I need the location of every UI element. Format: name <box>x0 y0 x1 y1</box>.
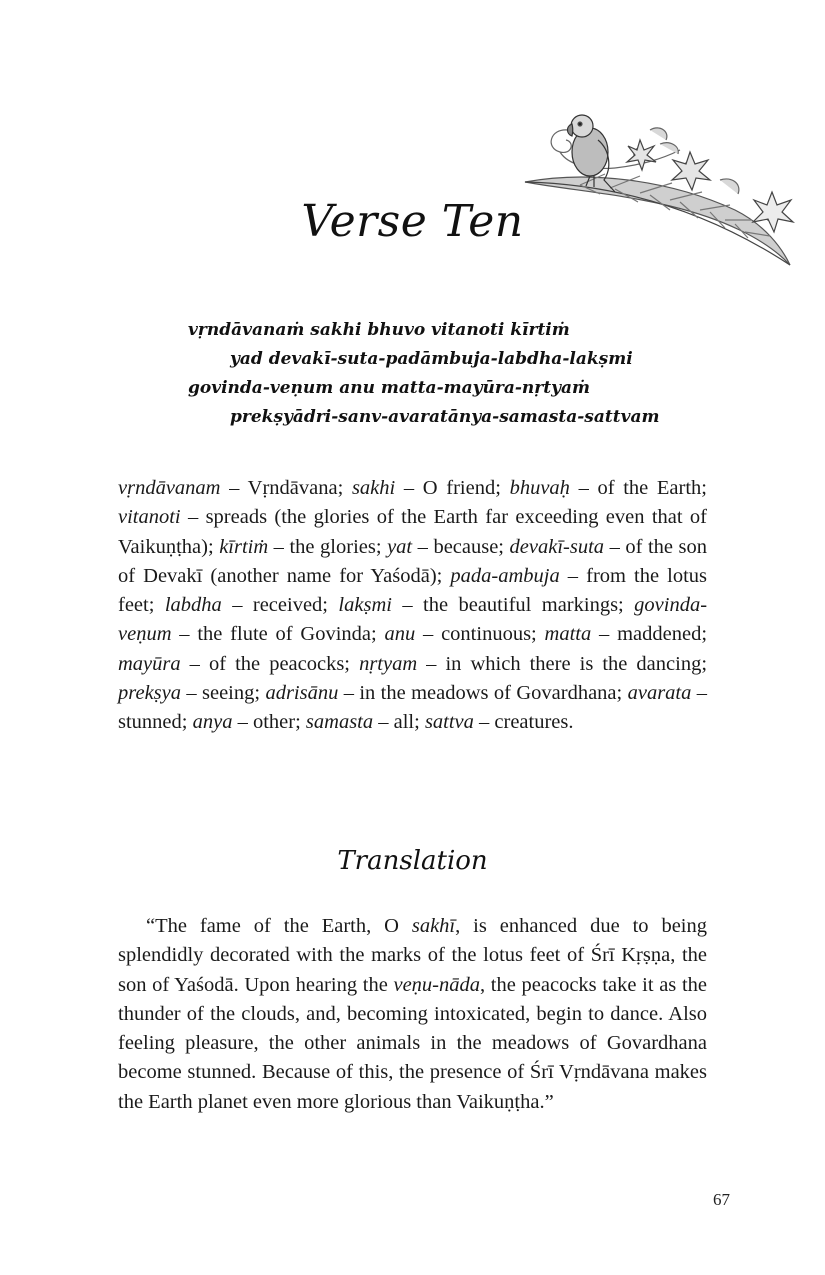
synonym-term: govinda-veṇum <box>118 594 708 646</box>
translation-text: , is enhanced due to being splendidly decorated with the marks of the lotus feet of Śrī Kṛṣṇa, the son of Yaśodā. Upon hearing the <box>118 915 707 996</box>
synonym-meaning: because; <box>433 535 505 558</box>
synonym-meaning: of the Earth; <box>597 477 708 499</box>
synonym-entry: pada-ambuja – from the lotus feet; <box>118 564 708 617</box>
synonym-term: prekṣya <box>118 682 181 705</box>
synonym-meaning: in which there is the dancing; <box>445 652 708 675</box>
synonym-term: kīrtiṁ <box>219 535 269 558</box>
synonym-meaning: other; <box>252 711 301 734</box>
synonym-meaning: of the son of Devakī (another name for Yaśodā); <box>118 535 708 587</box>
synonym-term: anya <box>192 711 233 734</box>
synonym-meaning: the beautiful markings; <box>423 594 624 617</box>
synonym-term: labdha <box>164 594 222 617</box>
verse-line: prekṣyādri-sanv-avaratānya-samasta-sattvam <box>230 407 660 427</box>
synonym-entry: lakṣmi – the beautiful markings; <box>338 594 624 617</box>
synonym-entry: kīrtiṁ – the glories; <box>219 535 382 558</box>
translation-heading: Translation <box>337 846 488 876</box>
synonym-entry: vitanoti – spreads (the glories of the Earth far exceeding even that of Vaikuṇṭha); <box>118 506 707 558</box>
synonym-entry: avarata – stunned; <box>118 682 708 734</box>
chapter-title: Verse Ten <box>301 196 524 247</box>
synonym-entry: nṛtyam – in which there is the dancing; <box>359 652 708 675</box>
synonym-term: anu <box>384 623 416 646</box>
synonym-meaning: from the lotus feet; <box>118 564 708 617</box>
synonym-entry: sattva – creatures. <box>424 711 574 734</box>
synonym-term: bhuvaḥ <box>509 477 570 499</box>
synonym-entry: govinda-veṇum – the flute of Govinda; <box>118 594 708 646</box>
flower-2 <box>672 152 710 190</box>
synonym-meaning: maddened; <box>617 623 708 646</box>
synonym-meaning: O friend; <box>422 477 501 499</box>
synonym-meaning: spreads (the glories of the Earth far exceeding even that of Vaikuṇṭha); <box>118 506 707 558</box>
synonym-meaning: all; <box>393 711 420 734</box>
synonym-meaning: continuous; <box>441 623 537 646</box>
synonym-entry: samasta – all; <box>305 711 420 734</box>
synonym-term: devakī-suta <box>509 535 605 558</box>
synonym-entry: yat – because; <box>387 535 505 558</box>
translation-term: veṇu-nāda <box>393 973 480 996</box>
synonym-term: pada-ambuja <box>450 564 560 587</box>
synonym-term: avarata <box>627 682 692 705</box>
synonym-entry: adrisānu – in the meadows of Govardhana; <box>265 682 623 705</box>
word-for-word-synonyms <box>118 474 707 738</box>
synonym-meaning: creatures. <box>494 711 574 734</box>
synonym-meaning: in the meadows of Govardhana; <box>359 682 623 705</box>
synonym-term: mayūra <box>118 652 181 675</box>
synonym-entry: anu – continuous; <box>384 623 537 646</box>
synonym-entry: anya – other; <box>192 711 301 734</box>
synonym-term: matta <box>544 623 592 646</box>
translation-paragraph <box>118 912 707 1117</box>
translation-text: , the peacocks take it as the thunder of the clouds, and, becoming intoxicated, begin to dance. Also feeling pleasure, the other animals in the meadows of Govardhana become stunned. Because of this, the presence of Śrī Vṛndāvana makes the Earth planet even more glorious than Vaikuṇṭha.” <box>118 973 707 1113</box>
synonym-meaning: the glories; <box>289 535 382 558</box>
page-number: 67 <box>713 1190 730 1209</box>
synonym-entry: bhuvaḥ – of the Earth; <box>509 477 708 499</box>
synonym-term: sakhi <box>351 477 396 499</box>
synonym-term: yat <box>387 535 413 558</box>
synonym-entry: prekṣya – seeing; <box>118 682 261 705</box>
synonym-term: sattva <box>424 711 474 734</box>
synonym-entry: vṛndāvanam – Vṛndāvana; <box>118 477 344 499</box>
synonym-meaning: received; <box>252 594 328 617</box>
synonym-entry: matta – maddened; <box>544 623 708 646</box>
synonym-meaning: of the peacocks; <box>208 652 351 675</box>
synonym-term: lakṣmi <box>338 594 392 617</box>
synonym-entry: sakhi – O friend; <box>351 477 501 499</box>
parrot-head <box>571 115 593 137</box>
synonym-meaning: Vṛndāvana; <box>247 477 344 499</box>
verse-line: vṛndāvanaṁ sakhi bhuvo vitanoti kīrtiṁ <box>188 320 570 340</box>
synonym-term: adrisānu <box>265 682 339 705</box>
synonym-term: vṛndāvanam <box>118 477 221 499</box>
synonym-term: samasta <box>305 711 374 734</box>
synonym-entry: mayūra – of the peacocks; <box>118 652 351 675</box>
verse-line: yad devakī-suta-padāmbuja-labdha-lakṣmi <box>230 349 633 369</box>
synonym-entry: devakī-suta – of the son of Devakī (another name for Yaśodā); <box>118 535 708 587</box>
translation-text: “The fame of the Earth, O <box>146 915 412 937</box>
synonym-term: nṛtyam <box>359 652 418 675</box>
synonym-term: vitanoti <box>118 506 181 529</box>
synonym-meaning: seeing; <box>202 682 261 705</box>
synonym-meaning: stunned; <box>118 711 188 734</box>
verse-line: govinda-veṇum anu matta-mayūra-nṛtyaṁ <box>188 378 590 398</box>
verse-block <box>188 316 748 432</box>
synonym-meaning: the flute of Govinda; <box>197 623 377 646</box>
synonym-entry: labdha – received; <box>164 594 328 617</box>
translation-term: sakhī <box>411 915 456 937</box>
parrot-beak <box>568 124 573 136</box>
